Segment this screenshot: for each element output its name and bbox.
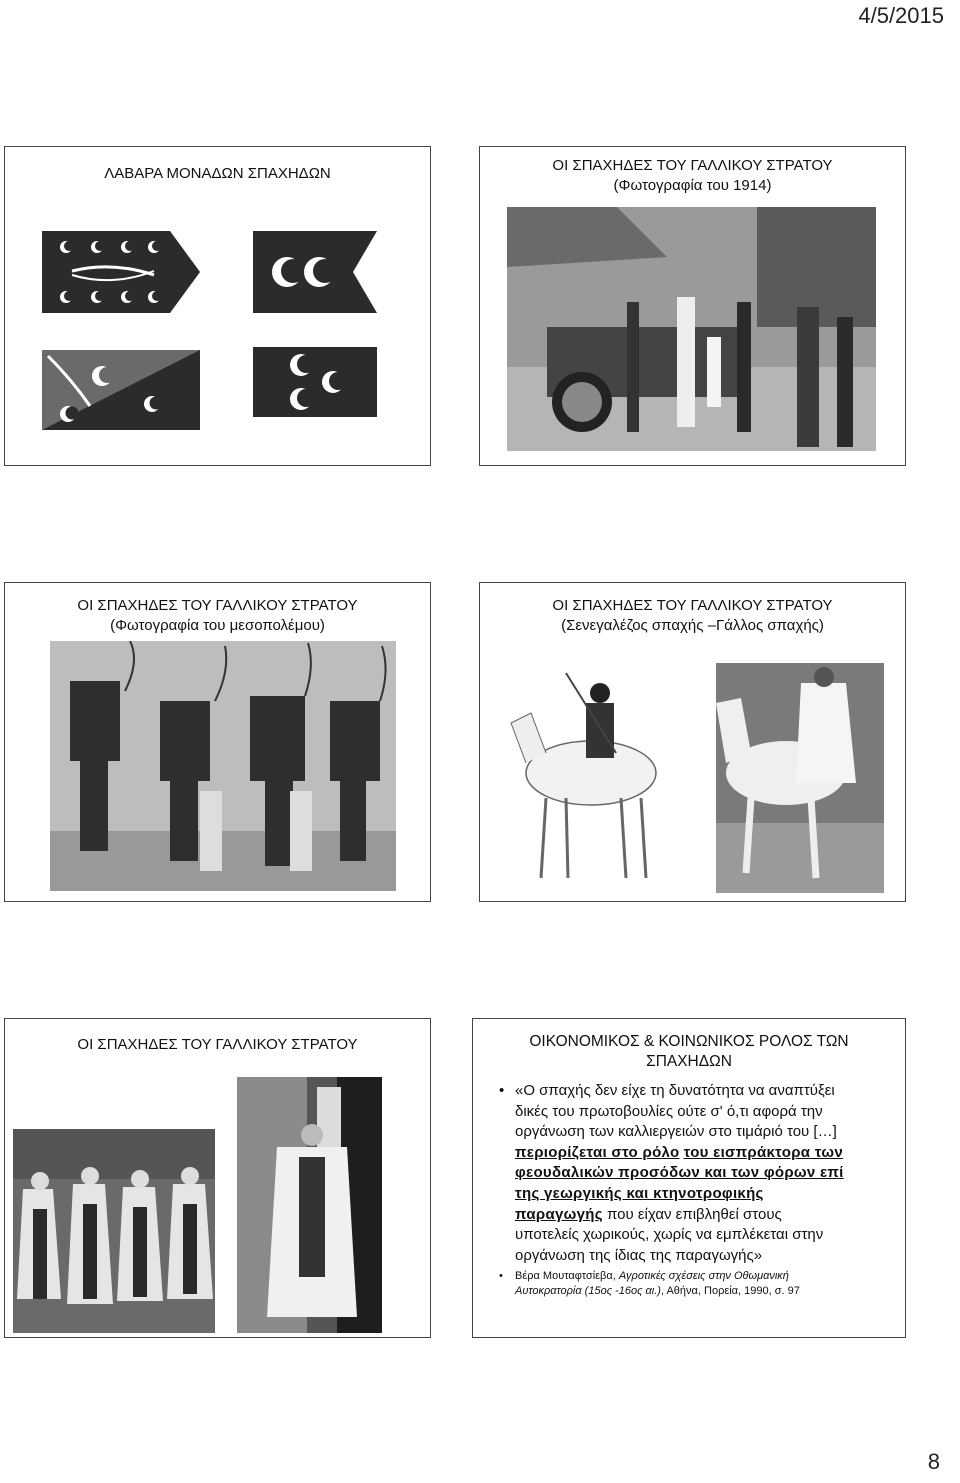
slide-photo-interwar xyxy=(4,582,431,902)
engraving-senegalese-spahi xyxy=(506,663,676,893)
flag-diagonal-sabre xyxy=(42,350,200,430)
photo-french-spahi-white-horse xyxy=(716,663,884,893)
reference-bullet: • Βέρα Μουταφτσίεβα, Αγροτικές σχέσεις στην Οθωμανική Αυτοκρατορία (15ος -16ος αι.), Αθήνα, Πορεία, 1990, σ. 97 xyxy=(499,1269,893,1299)
quote-bullet: • «Ο σπαχής δεν είχε τη δυνατότητα να αναπτύξει δικές του πρωτοβουλίες ούτε σ' ό,τι αφορά την οργάνωση των καλλιεργειών στο τιμάριό του […] περιορίζεται στο ρόλο του εισπράκτορα των φεουδαλικών προσόδων και των φόρων επί της γεωργικής και κτηνοτροφικής παραγωγής που είχαν επιβληθεί στους υποτελείς χωρικούς, χωρίς να εμπλέκεται στην οργάνωση της ίδιας της παραγωγής» xyxy=(499,1081,893,1266)
slide-economic-social-role xyxy=(472,1018,906,1338)
slide-title: ΛΑΒΑΡΑ ΜΟΝΑΔΩΝ ΣΠΑΧΗΔΩΝ xyxy=(104,165,331,182)
slide-photo-parade xyxy=(4,1018,431,1338)
page-number: 8 xyxy=(927,1449,940,1474)
photo-museum-mannequin xyxy=(237,1077,382,1333)
slide-flags xyxy=(4,146,431,466)
slide-title: ΟΙ ΣΠΑΧΗΔΕΣ ΤΟΥ ΓΑΛΛΙΚΟΥ ΣΤΡΑΤΟΥ xyxy=(77,1036,358,1053)
flag-pennant-crescents xyxy=(42,231,200,313)
photo-group-with-automobile xyxy=(507,207,876,451)
slide-title: ΟΙ ΣΠΑΧΗΔΕΣ ΤΟΥ ΓΑΛΛΙΚΟΥ ΣΤΡΑΤΟΥ (Φωτογραφία του 1914) xyxy=(552,157,833,194)
flag-swallowtail-crescents xyxy=(253,231,377,313)
slide-photo-senegalese-french xyxy=(479,582,906,902)
print-date: 4/5/2015 xyxy=(858,3,944,28)
slide-title: ΟΙ ΣΠΑΧΗΔΕΣ ΤΟΥ ΓΑΛΛΙΚΟΥ ΣΤΡΑΤΟΥ (Φωτογραφία του μεσοπολέμου) xyxy=(77,597,358,634)
flag-triple-crescent xyxy=(253,347,377,417)
slide-title: ΟΙΚΟΝΟΜΙΚΟΣ & ΚΟΙΝΩΝΙΚΟΣ ΡΟΛΟΣ ΤΩΝ ΣΠΑΧΗΔΩΝ xyxy=(529,1033,849,1070)
bullet-list xyxy=(499,1081,893,1299)
slide-title: ΟΙ ΣΠΑΧΗΔΕΣ ΤΟΥ ΓΑΛΛΙΚΟΥ ΣΤΡΑΤΟΥ (Σενεγαλέζος σπαχής –Γάλλος σπαχής) xyxy=(552,597,833,634)
slide-photo-1914 xyxy=(479,146,906,466)
photo-parade-spahis xyxy=(13,1129,215,1333)
photo-mounted-spahis-sabres xyxy=(50,641,396,891)
